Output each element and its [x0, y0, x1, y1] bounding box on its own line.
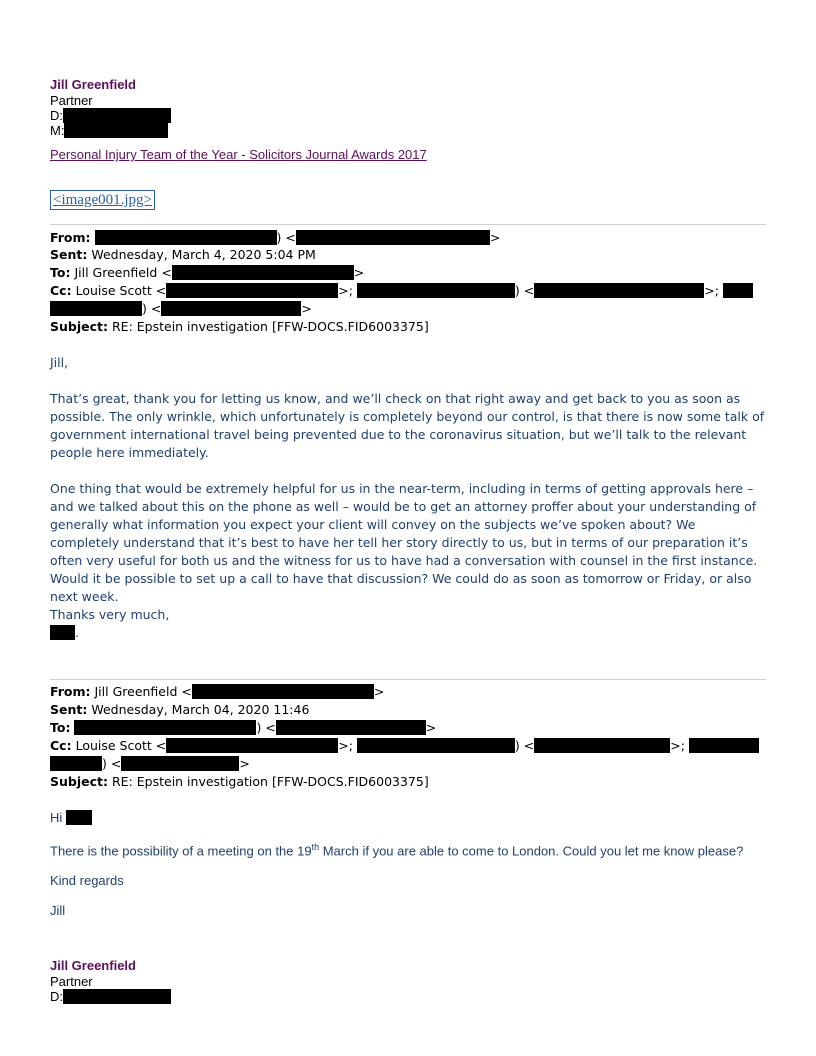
redaction-block [66, 810, 92, 825]
redaction-block [534, 738, 670, 753]
email1-signature: . [50, 624, 766, 642]
redaction-block [50, 625, 75, 640]
email1-greeting: Jill, [50, 355, 69, 370]
image-attachment-link[interactable]: <image001.jpg> [50, 190, 155, 210]
redaction-block [357, 283, 515, 298]
award-link[interactable]: Personal Injury Team of the Year - Solicitors Journal Awards 2017 [50, 147, 427, 162]
email1-paragraph: One thing that would be extremely helpful for us in the near-term, including in terms of getting approvals here – and we talked about this on the phone as well – would be to get an attorney proffer about your understanding of generally what information you expect your client will convey on the subjects we’ve spoken about? We completely understand that it’s best to have her tell her story directly to us, but in terms of our preparation it’s often very useful for both us and the witness for us to have had a conversation with counsel in the first instance. Would it be possible to set up a call to have that discussion? We could do as soon as tomorrow or Friday, or also next week. [50, 481, 758, 604]
redaction-block [192, 684, 374, 699]
redaction-block [166, 738, 338, 753]
signature-mobile: M: [50, 123, 168, 138]
signature-title: Partner [50, 974, 93, 989]
signature-title: Partner [50, 93, 93, 108]
email2-to: To: ) < > [50, 720, 437, 735]
email1-closing: Thanks very much, [50, 607, 170, 622]
redaction-block [166, 283, 338, 298]
signature-direct: D: [50, 989, 171, 1004]
email2-cc-cont: ) < > [50, 755, 250, 772]
redaction-block [50, 301, 142, 316]
redaction-block [357, 738, 515, 753]
divider [50, 224, 766, 225]
redaction-block [161, 301, 301, 316]
redaction-block [74, 720, 256, 735]
email1-to: To: Jill Greenfield < > [50, 265, 365, 280]
email1-sent: Sent: Wednesday, March 4, 2020 5:04 PM [50, 247, 316, 262]
email2-subject: Subject: RE: Epstein investigation [FFW-DOCS.FID6003375] [50, 774, 429, 789]
email1-cc: Cc: Louise Scott < >; ) < >; [50, 282, 753, 299]
signature-name: Jill Greenfield [50, 77, 136, 92]
email1-from: From: ) < > [50, 230, 501, 245]
email2-cc: Cc: Louise Scott < >; ) < >; [50, 737, 759, 754]
divider [50, 679, 766, 680]
redaction-block [63, 989, 171, 1004]
redaction-block [64, 123, 168, 138]
email2-sent: Sent: Wednesday, March 04, 2020 11:46 [50, 702, 310, 717]
redaction-block [723, 283, 753, 298]
email1-paragraph: That’s great, thank you for letting us know, and we’ll check on that right away and get back to you as soon as possible. The only wrinkle, which unfortunately is completely beyond our control, is that there is now some talk of government international travel being prevented due to the coronavirus situation, but we’ll talk to the relevant people here immediately. [50, 391, 765, 460]
redaction-block [689, 738, 759, 753]
email2-greeting: Hi [50, 810, 92, 825]
redaction-block [276, 720, 426, 735]
email2-regards: Kind regards [50, 873, 124, 888]
email2-body: There is the possibility of a meeting on the 19th March if you are able to come to London. Could you let me know please? [50, 842, 744, 859]
email1-subject: Subject: RE: Epstein investigation [FFW-DOCS.FID6003375] [50, 319, 429, 334]
email2-from: From: Jill Greenfield < > [50, 684, 385, 699]
redaction-block [296, 230, 490, 245]
email2-signoff: Jill [50, 903, 66, 918]
redaction-block [534, 283, 704, 298]
redaction-block [121, 756, 239, 771]
email1-cc-cont: ) < > [50, 300, 312, 317]
signature-name: Jill Greenfield [50, 958, 136, 973]
signature-direct: D: [50, 108, 171, 123]
redaction-block [63, 108, 171, 123]
redaction-block [172, 265, 354, 280]
redaction-block [95, 230, 277, 245]
redaction-block [50, 756, 102, 771]
